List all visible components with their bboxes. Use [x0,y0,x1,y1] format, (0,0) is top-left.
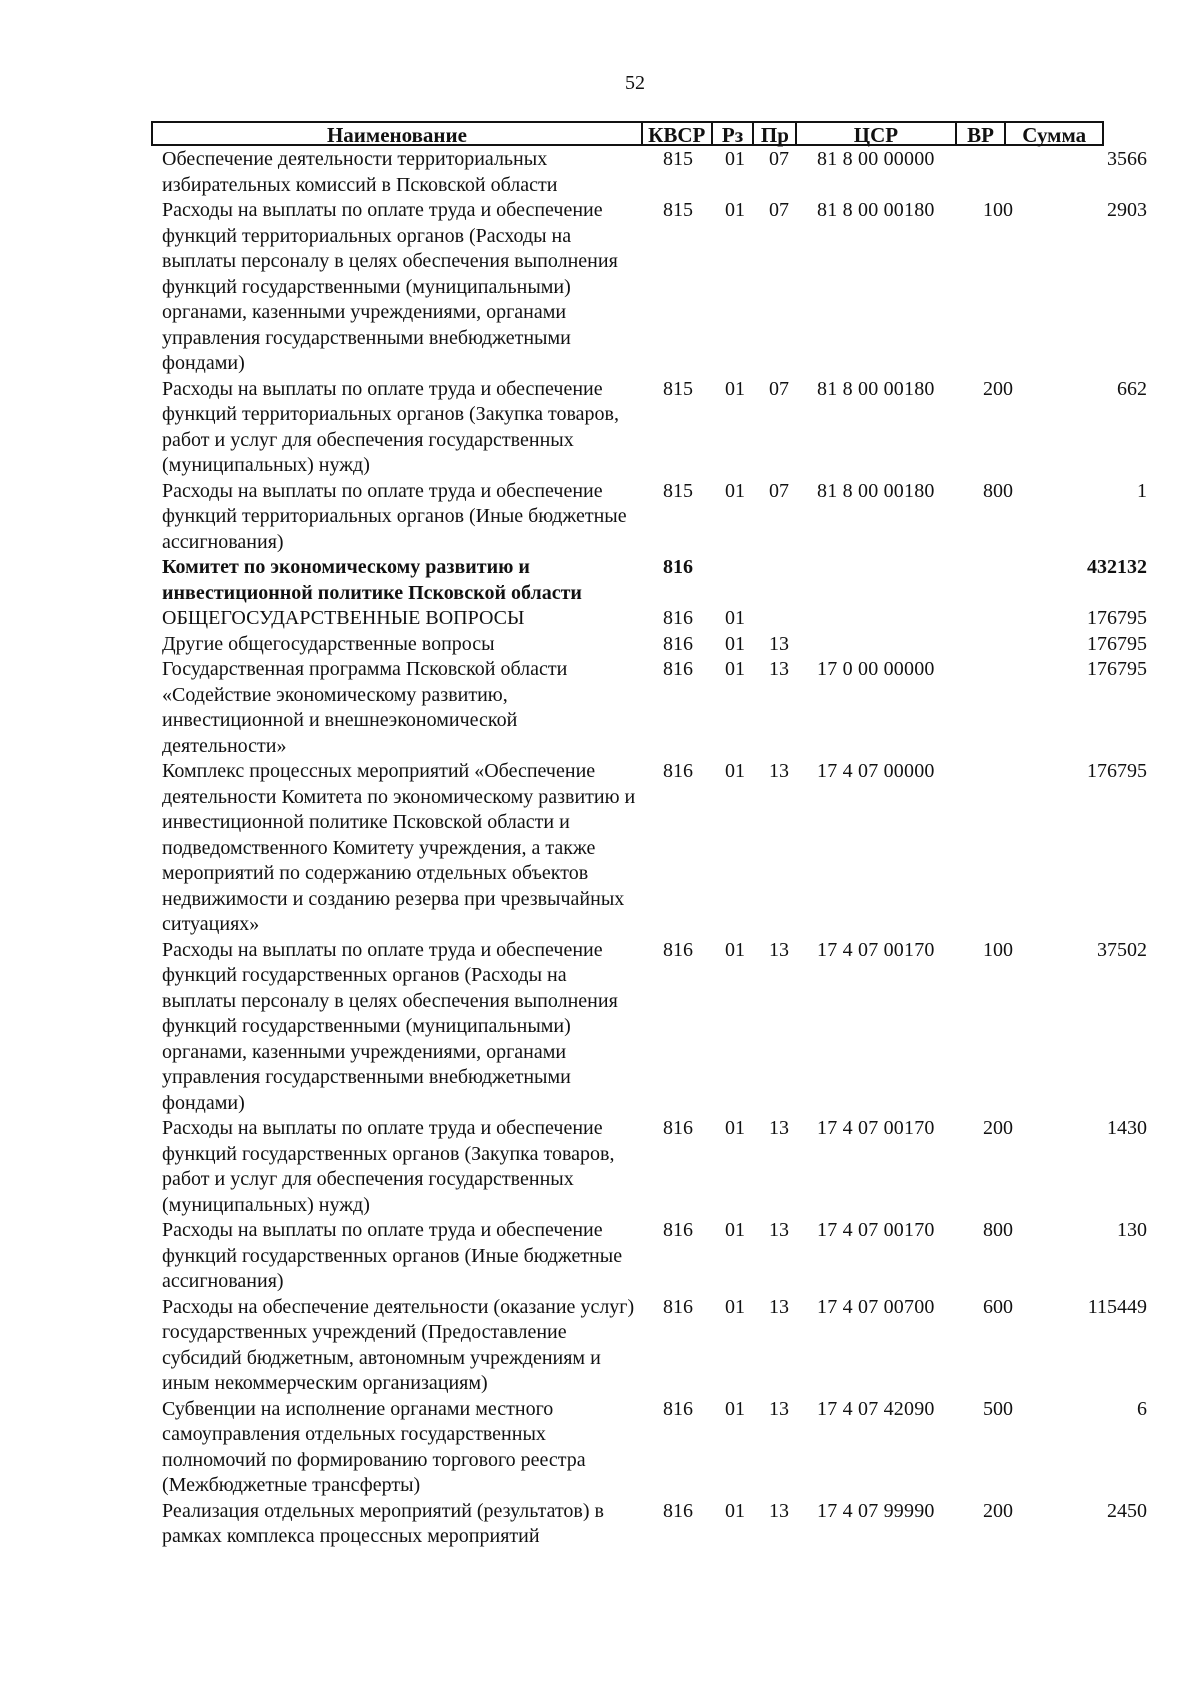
row-rz: 01 [725,479,745,502]
table-row [162,606,1147,632]
row-kvsr: 816 [663,760,693,782]
table-body [162,147,1147,1550]
row-rz: 01 [725,1499,745,1522]
row-csr: 17 4 07 00170 [817,1117,935,1139]
row-rz: 01 [725,1219,745,1241]
row-sum: 37502 [1097,938,1147,961]
row-sum: 2450 [1107,1499,1147,1522]
table-row [162,555,1147,606]
row-name: Расходы на выплаты по оплате труда и обеспечение функций территориальных органов (Закупка товаров, работ и услуг для обеспечения государственных (муниципальных) нужд) [162,377,619,476]
row-name: Реализация отдельных мероприятий (результатов) в рамках комплекса процессных мероприятий [162,1499,604,1547]
header-vr: ВР [957,123,1007,144]
row-pr: 13 [769,1219,789,1241]
row-sum: 130 [1117,1219,1147,1241]
row-vr: 800 [983,1219,1013,1241]
row-kvsr: 815 [663,377,693,400]
row-csr: 17 0 00 00000 [817,658,935,680]
table-row [162,1499,1147,1550]
row-vr: 200 [983,377,1013,400]
row-name: Расходы на обеспечение деятельности (оказание услуг) государственных учреждений (Предоставление субсидий бюджетным, автономным учреждениям и иным некоммерческим организациям) [162,1295,635,1394]
row-sum: 176795 [1087,607,1147,629]
row-kvsr: 815 [663,199,693,221]
row-rz: 01 [725,1295,745,1318]
row-csr: 17 4 07 00170 [817,938,935,961]
row-name: Обеспечение деятельности территориальных избирательных комиссий в Псковской области [162,148,558,196]
table-header [151,121,1104,146]
header-kvsr: КВСР [643,123,713,144]
row-pr: 07 [769,199,789,221]
row-sum: 176795 [1087,632,1147,655]
row-pr: 07 [769,377,789,400]
row-name: Комплекс процессных мероприятий «Обеспечение деятельности Комитета по экономическому развитию и инвестиционной политике Псковской области и подведомственного Комитету учреждения, а также мероприятий по содержанию отдельных объектов недвижимости и созданию резерва при чрезвычайных ситуациях» [162,760,636,935]
row-name: Расходы на выплаты по оплате труда и обеспечение функций государственных органов (Закупка товаров, работ и услуг для обеспечения государственных (муниципальных) нужд) [162,1117,615,1216]
row-csr: 17 4 07 42090 [817,1397,935,1420]
row-sum: 1 [1137,479,1147,502]
row-csr: 17 4 07 00170 [817,1219,935,1241]
header-pr: Пр [754,123,797,144]
row-pr: 13 [769,760,789,782]
table-row [162,1218,1147,1295]
row-vr: 500 [983,1397,1013,1420]
row-pr: 13 [769,632,789,655]
row-pr: 13 [769,658,789,680]
row-name: Комитет по экономическому развитию и инвестиционной политике Псковской области [162,556,582,604]
table-row [162,938,1147,1117]
row-kvsr: 816 [663,1397,693,1420]
row-sum: 2903 [1107,199,1147,221]
row-pr: 13 [769,1499,789,1522]
row-vr: 600 [983,1295,1013,1318]
row-rz: 01 [725,607,745,629]
row-kvsr: 816 [663,1499,693,1522]
row-kvsr: 816 [663,1219,693,1241]
table-row [162,759,1147,938]
table-row [162,632,1147,658]
row-pr: 13 [769,1117,789,1139]
header-sum: Сумма [1022,123,1087,147]
row-name: Расходы на выплаты по оплате труда и обеспечение функций территориальных органов (Расходы на выплаты персоналу в целях обеспечения выполнения функций государственными (муниципальными) органами, казенными учреждениями, органами управления государственными внебюджетными фондами) [162,199,618,374]
row-csr: 81 8 00 00180 [817,199,935,221]
row-sum: 176795 [1087,658,1147,680]
row-rz: 01 [725,1117,745,1139]
row-rz: 01 [725,760,745,782]
table-row [162,479,1147,556]
row-kvsr: 816 [663,1295,693,1318]
row-csr: 81 8 00 00000 [817,148,935,170]
row-name: Другие общегосударственные вопросы [162,632,495,655]
page-number: 52 [625,72,645,94]
table-row [162,1397,1147,1499]
row-name: Субвенции на исполнение органами местного самоуправления отдельных государственных полномочий по формированию торгового реестра (Межбюджетные трансферты) [162,1397,586,1496]
row-pr: 13 [769,938,789,961]
row-kvsr: 816 [663,632,693,655]
header-name: Наименование [153,123,643,144]
row-csr: 81 8 00 00180 [817,377,935,400]
row-sum: 6 [1137,1397,1147,1420]
row-name: Расходы на выплаты по оплате труда и обеспечение функций государственных органов (Расходы на выплаты персоналу в целях обеспечения выполнения функций государственными (муниципальными) органами, казенными учреждениями, органами управления государственными внебюджетными фондами) [162,938,618,1114]
row-name: Расходы на выплаты по оплате труда и обеспечение функций государственных органов (Иные бюджетные ассигнования) [162,1219,623,1292]
row-kvsr: 816 [663,556,693,578]
row-rz: 01 [725,377,745,400]
row-vr: 200 [983,1117,1013,1139]
table-row [162,198,1147,377]
row-pr: 07 [769,479,789,502]
row-pr: 13 [769,1295,789,1318]
row-kvsr: 816 [663,938,693,961]
row-kvsr: 816 [663,1117,693,1139]
row-name: ОБЩЕГОСУДАРСТВЕННЫЕ ВОПРОСЫ [162,607,525,629]
row-csr: 17 4 07 99990 [817,1499,935,1522]
row-vr: 200 [983,1499,1013,1522]
table-row [162,377,1147,479]
row-kvsr: 816 [663,607,693,629]
row-sum: 1430 [1107,1117,1147,1139]
row-sum: 3566 [1107,148,1147,170]
header-csr: ЦСР [797,123,956,144]
table-row [162,1295,1147,1397]
row-pr: 07 [769,148,789,170]
row-sum: 176795 [1087,760,1147,782]
header-rz: Рз [713,123,755,144]
row-csr: 17 4 07 00700 [817,1295,935,1318]
row-kvsr: 816 [663,658,693,680]
row-name: Государственная программа Псковской области «Содействие экономическому развитию, инвестиционной и внешнеэкономической деятельности» [162,658,568,757]
row-rz: 01 [725,148,745,170]
row-rz: 01 [725,658,745,680]
table-row [162,147,1147,198]
row-vr: 100 [983,199,1013,221]
row-name: Расходы на выплаты по оплате труда и обеспечение функций территориальных органов (Иные бюджетные ассигнования) [162,479,627,553]
row-rz: 01 [725,938,745,961]
row-rz: 01 [725,1397,745,1420]
row-sum: 115449 [1087,1295,1147,1318]
row-kvsr: 815 [663,148,693,170]
row-vr: 100 [983,938,1013,961]
table-row [162,1116,1147,1218]
row-pr: 13 [769,1397,789,1420]
row-sum: 432132 [1087,556,1147,578]
row-kvsr: 815 [663,479,693,502]
table-row [162,657,1147,759]
row-csr: 81 8 00 00180 [817,479,935,502]
row-rz: 01 [725,199,745,221]
row-rz: 01 [725,632,745,655]
row-sum: 662 [1117,377,1147,400]
row-csr: 17 4 07 00000 [817,760,935,782]
row-vr: 800 [983,479,1013,502]
